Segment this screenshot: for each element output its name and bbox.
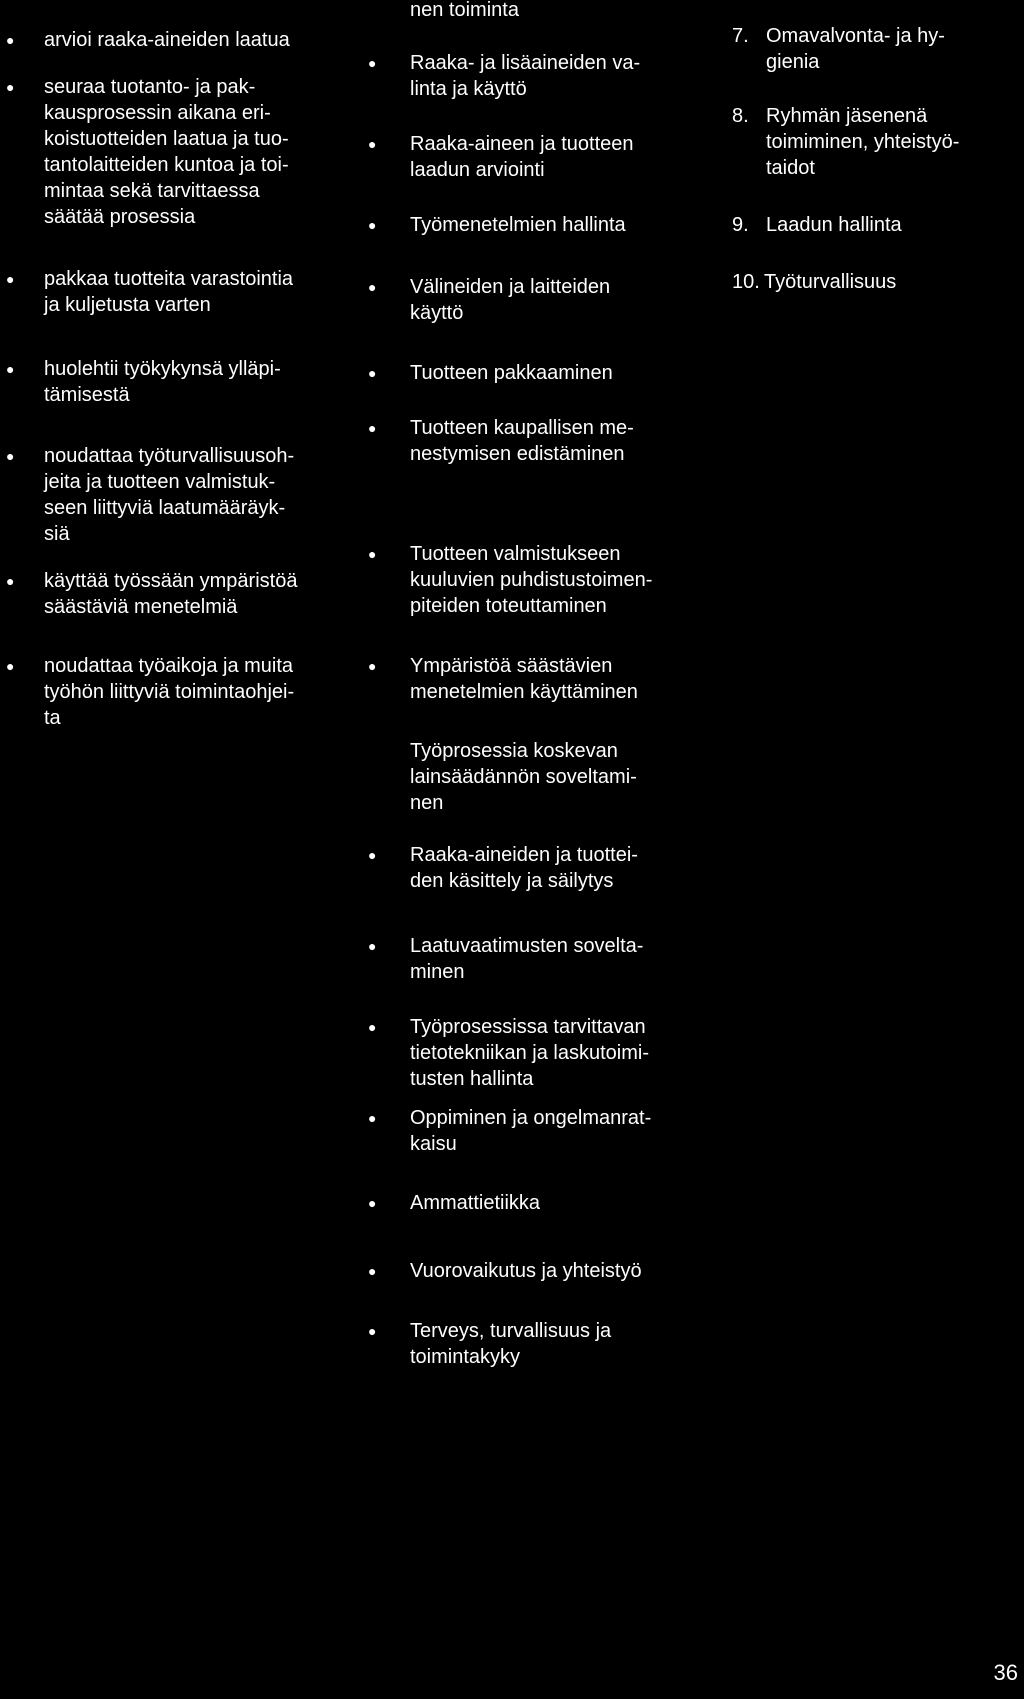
criteria-number: 10.	[732, 271, 760, 293]
skill-item-line: koistuotteiden laatua ja tuo-	[44, 128, 289, 150]
target-item-line: laadun arviointi	[410, 159, 545, 181]
target-item-line: Terveys, turvallisuus ja	[410, 1320, 612, 1342]
skill-item-line: siä	[44, 523, 70, 545]
bullet-icon: ●	[6, 79, 15, 95]
bullet-icon: ●	[368, 546, 377, 562]
bullet-icon: ●	[368, 217, 377, 233]
target-item-line: Työprosessia koskevan	[410, 740, 618, 762]
target-item-line: Tuotteen kaupallisen me-	[410, 417, 634, 439]
bullet-icon: ●	[6, 658, 15, 674]
bullet-icon: ●	[6, 573, 15, 589]
target-item-line: minen	[410, 961, 465, 983]
skill-item-line: noudattaa työaikoja ja muita	[44, 655, 294, 677]
skill-item-line: tämisestä	[44, 384, 130, 406]
target-item-line: linta ja käyttö	[410, 78, 527, 100]
target-item-line: Työmenetelmien hallinta	[410, 214, 626, 236]
target-item-line: Oppiminen ja ongelmanrat-	[410, 1107, 652, 1129]
bullet-icon: ●	[368, 847, 377, 863]
criteria-item-line: Laadun hallinta	[766, 214, 902, 236]
bullet-icon: ●	[368, 55, 377, 71]
skill-item-line: ta	[44, 707, 61, 729]
skill-item-line: arvioi raaka-aineiden laatua	[44, 29, 290, 51]
target-item-line: Työprosessissa tarvittavan	[410, 1016, 646, 1038]
page-number: 36	[993, 1660, 1018, 1685]
target-item-line: tusten hallinta	[410, 1068, 534, 1090]
target-item-line: tietotekniikan ja laskutoimi-	[410, 1042, 649, 1064]
skill-item-line: tantolaitteiden kuntoa ja toi-	[44, 154, 289, 176]
target-item-line: Raaka-aineiden ja tuottei-	[410, 844, 638, 866]
bullet-icon: ●	[368, 420, 377, 436]
skill-item-line: huolehtii työkykynsä ylläpi-	[44, 358, 281, 380]
criteria-item-line: taidot	[766, 157, 815, 179]
target-item-line: Raaka-aineen ja tuotteen	[410, 133, 634, 155]
bullet-icon: ●	[368, 938, 377, 954]
skill-item-line: seen liittyviä laatumääräyk-	[44, 497, 286, 519]
criteria-item-line: Omavalvonta- ja hy-	[766, 25, 945, 47]
bullet-icon: ●	[368, 1110, 377, 1126]
target-item-line: den käsittely ja säilytys	[410, 870, 614, 892]
skill-item-line: noudattaa työturvallisuusoh-	[44, 445, 295, 467]
criteria-item-line: Työturvallisuus	[764, 271, 897, 293]
target-item-line: piteiden toteuttaminen	[410, 595, 607, 617]
skill-item-line: säätää prosessia	[44, 206, 196, 228]
bullet-icon: ●	[368, 1323, 377, 1339]
bullet-icon: ●	[368, 658, 377, 674]
target-item-line: menetelmien käyttäminen	[410, 681, 638, 703]
skill-item-line: jeita ja tuotteen valmistuk-	[44, 471, 276, 493]
criteria-number: 8.	[732, 105, 749, 127]
target-item-line: Raaka- ja lisäaineiden va-	[410, 52, 641, 74]
continued-fragment: nen toiminta	[410, 0, 519, 21]
skill-item-line: mintaa sekä tarvittaessa	[44, 180, 260, 202]
target-item-line: lainsäädännön soveltami-	[410, 766, 637, 788]
bullet-icon: ●	[6, 32, 15, 48]
target-item-line: Ympäristöä säästävien	[410, 655, 613, 677]
bullet-icon: ●	[6, 271, 15, 287]
skill-item-line: käyttää työssään ympäristöä	[44, 570, 298, 592]
target-item-line: nestymisen edistäminen	[410, 443, 625, 465]
bullet-icon: ●	[6, 448, 15, 464]
skill-item-line: ja kuljetusta varten	[44, 294, 211, 316]
target-item-line: kuuluvien puhdistustoimen-	[410, 569, 653, 591]
target-item-line: toimintakyky	[410, 1346, 521, 1368]
bullet-icon: ●	[368, 279, 377, 295]
target-item-line: Laatuvaatimusten sovelta-	[410, 935, 644, 957]
skill-item-line: kausprosessin aikana eri-	[44, 102, 271, 124]
criteria-number: 7.	[732, 25, 749, 47]
target-item-line: nen	[410, 792, 444, 814]
skill-item-line: säästäviä menetelmiä	[44, 596, 238, 618]
target-item-line: Välineiden ja laitteiden	[410, 276, 611, 298]
bullet-icon: ●	[6, 361, 15, 377]
target-item-line: Tuotteen valmistukseen	[410, 543, 621, 565]
target-item-line: Tuotteen pakkaaminen	[410, 362, 613, 384]
bullet-icon: ●	[368, 136, 377, 152]
criteria-item-line: Ryhmän jäsenenä	[766, 105, 928, 127]
bullet-icon: ●	[368, 365, 377, 381]
skill-item-line: työhön liittyviä toimintaohjei-	[44, 681, 295, 703]
criteria-number: 9.	[732, 214, 749, 236]
criteria-item-line: gienia	[766, 51, 820, 73]
bullet-icon: ●	[368, 1019, 377, 1035]
target-item-line: kaisu	[410, 1133, 457, 1155]
target-item-line: käyttö	[410, 302, 464, 324]
skill-item-line: seuraa tuotanto- ja pak-	[44, 76, 256, 98]
criteria-item-line: toimiminen, yhteistyö-	[766, 131, 960, 153]
target-item-line: Vuorovaikutus ja yhteistyö	[410, 1260, 642, 1282]
bullet-icon: ●	[368, 1263, 377, 1279]
bullet-icon: ●	[368, 1195, 377, 1211]
target-item-line: Ammattietiikka	[410, 1192, 541, 1214]
skill-item-line: pakkaa tuotteita varastointia	[44, 268, 294, 290]
